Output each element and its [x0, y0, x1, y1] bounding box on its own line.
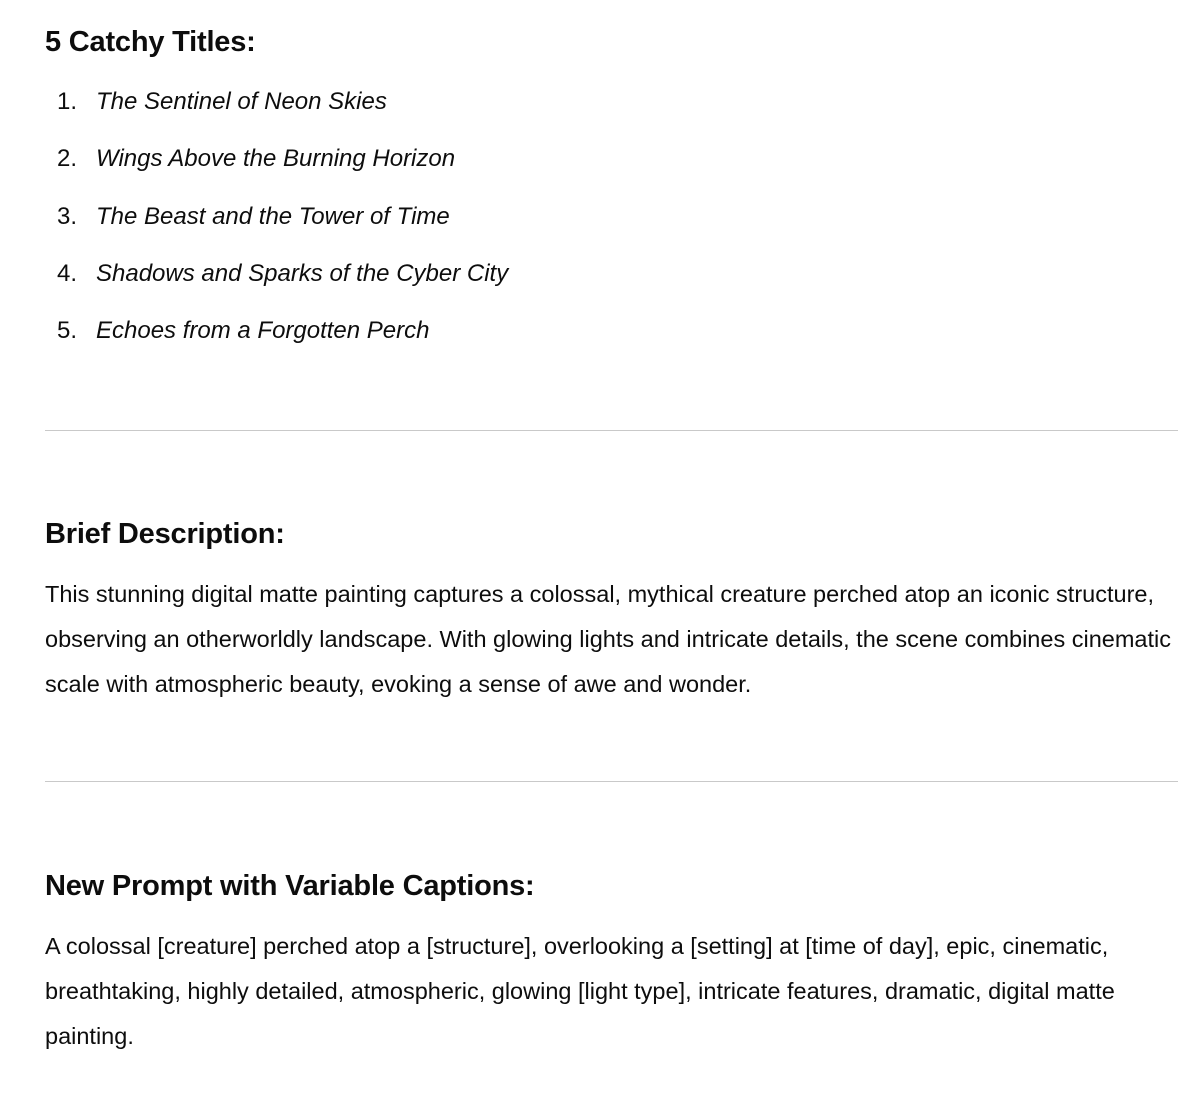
description-paragraph: This stunning digital matte painting captures a colossal, mythical creature perched atop an iconic structure, observing an otherworldly landscape. With glowing lights and intricate details, the scene combines cinematic scale with atmospheric beauty, evoking a sense of awe and wonder.: [45, 581, 1171, 697]
title-text: Shadows and Sparks of the Cyber City: [96, 259, 509, 287]
prompt-heading: New Prompt with Variable Captions:: [45, 870, 535, 902]
description-heading: Brief Description:: [45, 518, 285, 550]
section-divider: [45, 781, 1178, 782]
prompt-paragraph: A colossal [creature] perched atop a [structure], overlooking a [setting] at [time of day], epic, cinematic, breathtaking, highly detailed, atmospheric, glowing [light type], intricate features, dramatic, digital matte painting.: [45, 933, 1115, 1049]
title-number: 2.: [57, 145, 78, 173]
title-text: The Beast and the Tower of Time: [96, 202, 450, 230]
title-text: The Sentinel of Neon Skies: [96, 88, 387, 115]
title-number: 3.: [57, 202, 78, 230]
title-number: 5.: [57, 317, 78, 344]
title-number: 1.: [57, 88, 78, 115]
title-text: Echoes from a Forgotten Perch: [96, 317, 430, 344]
title-number: 4.: [57, 259, 78, 287]
title-text: Wings Above the Burning Horizon: [96, 145, 456, 173]
section-divider: [45, 430, 1178, 431]
titles-heading: 5 Catchy Titles:: [45, 26, 256, 58]
